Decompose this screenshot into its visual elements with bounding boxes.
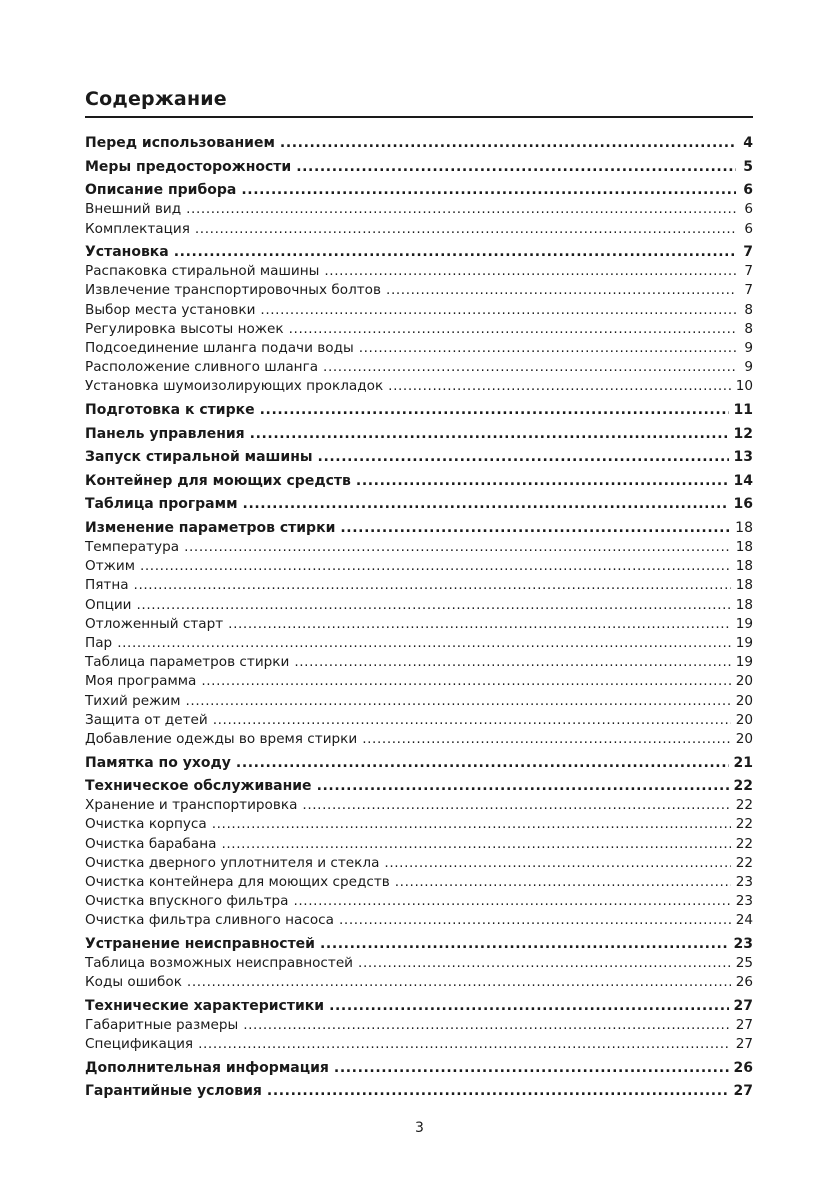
toc-entry-page: 22 [735,835,753,852]
toc-entry-page: 9 [744,340,753,357]
toc-entry-label: Моя программа [85,673,197,690]
toc-entry-page: 27 [735,1036,753,1053]
toc-entry-label: Выбор места установки [85,301,256,318]
page-title: Содержание [85,88,227,110]
toc-entry-label: Отложенный старт [85,615,224,632]
toc-section-entry[interactable] [85,401,753,420]
toc-entry-page: 7 [743,244,753,261]
toc-entry-page: 18 [735,577,753,594]
dot-leader [329,997,728,1016]
toc-entry-label: Устранение неисправностей [85,936,315,952]
toc-section-entry[interactable] [85,519,753,538]
toc-subsection-entry[interactable] [85,339,753,358]
toc-entry-page: 22 [735,797,753,814]
dot-leader [324,262,736,281]
dot-leader [195,220,736,239]
toc-entry-page: 23 [735,893,753,910]
toc-subsection-entry[interactable] [85,796,753,815]
toc-entry-label: Описание прибора [85,182,237,199]
toc-entry-page: 4 [743,135,753,151]
toc-entry-label: Тихий режим [85,692,181,709]
toc-section-entry[interactable] [85,425,753,444]
toc-subsection-entry[interactable] [85,892,753,911]
toc-subsection-entry[interactable] [85,973,753,992]
toc-entry-label: Комплектация [85,220,190,237]
toc-entry-label: Очистка фильтра сливного насоса [85,912,334,929]
dot-leader [323,358,736,377]
dot-leader [201,672,730,691]
toc-entry-label: Контейнер для моющих средств [85,472,351,489]
toc-subsection-entry[interactable] [85,815,753,834]
toc-entry-page: 19 [735,635,753,652]
toc-entry-page: 16 [733,496,753,513]
toc-entry-page: 7 [744,263,753,280]
dot-leader [289,320,736,339]
toc-subsection-entry[interactable] [85,615,753,634]
toc-entry-label: Отжим [85,558,135,575]
dot-leader [359,339,736,358]
toc-entry-label: Очистка дверного уплотнителя и стекла [85,854,380,871]
toc-entry-page: 11 [733,402,753,418]
dot-leader [339,911,731,930]
toc-subsection-entry[interactable] [85,835,753,854]
toc-subsection-entry[interactable] [85,576,753,595]
toc-entry-page: 6 [743,182,753,199]
toc-entry-page: 20 [735,673,753,690]
toc-entry-label: Установка [85,244,169,261]
toc-entry-label: Таблица программ [85,496,238,513]
toc-entry-page: 20 [735,692,753,709]
toc-entry-label: Изменение параметров стирки [85,519,336,536]
dot-leader [296,158,736,177]
dot-leader [395,873,731,892]
toc-entry-page: 26 [735,974,753,991]
toc-entry-label: Извлечение транспортировочных болтов [85,282,382,299]
toc-section-entry[interactable] [85,181,753,200]
dot-leader [221,835,730,854]
toc-entry-label: Установка шумоизолирующих прокладок [85,378,384,395]
dot-leader [212,815,731,834]
toc-entry-page: 13 [733,449,753,466]
toc-entry-label: Дополнительная информация [85,1059,329,1076]
toc-entry-page: 27 [735,1017,753,1034]
dot-leader [280,134,736,153]
toc-entry-page: 12 [733,425,753,442]
toc-entry-page: 20 [735,711,753,728]
toc-subsection-entry[interactable] [85,262,753,281]
dot-leader [137,596,731,615]
toc-entry-label: Очистка впускного фильтра [85,893,289,910]
toc-subsection-entry[interactable] [85,596,753,615]
toc-subsection-entry[interactable] [85,692,753,711]
toc-entry-label: Техническое обслуживание [85,778,312,795]
dot-leader [140,557,731,576]
toc-entry-label: Подсоединение шланга подачи воды [85,340,354,357]
toc-entry-label: Хранение и транспортировка [85,797,298,814]
toc-section-entry[interactable] [85,134,753,153]
toc-entry-label: Очистка контейнера для моющих средств [85,874,390,891]
toc-subsection-entry[interactable] [85,653,753,672]
dot-leader [228,615,731,634]
toc-entry-page: 27 [733,997,753,1014]
toc-section-entry[interactable] [85,243,753,262]
toc-entry-page: 23 [733,936,753,952]
dot-leader [317,777,729,796]
dot-leader [356,472,729,491]
toc-section-entry[interactable] [85,448,753,467]
dot-leader [243,495,729,514]
toc-subsection-entry[interactable] [85,634,753,653]
toc-subsection-entry[interactable] [85,854,753,873]
dot-leader [260,401,729,420]
dot-leader [236,754,729,773]
toc-subsection-entry[interactable] [85,220,753,239]
toc-subsection-entry[interactable] [85,200,753,219]
toc-entry-page: 6 [744,201,753,218]
toc-entry-label: Регулировка высоты ножек [85,320,284,337]
page-number: 3 [415,1120,424,1136]
toc-subsection-entry[interactable] [85,358,753,377]
toc-section-entry[interactable] [85,777,753,796]
toc-subsection-entry[interactable] [85,911,753,930]
toc-section-entry[interactable] [85,1059,753,1078]
dot-leader [174,243,736,262]
toc-entry-page: 22 [735,816,753,833]
toc-entry-label: Таблица параметров стирки [85,654,290,671]
dot-leader [362,730,730,749]
dot-leader [198,1035,731,1054]
toc-entry-label: Внешний вид [85,201,182,218]
toc-entry-page: 5 [743,158,753,175]
toc-entry-page: 8 [744,301,753,318]
toc-entry-page: 23 [735,874,753,891]
dot-leader [213,711,731,730]
dot-leader [294,653,730,672]
dot-leader [184,538,731,557]
toc-entry-label: Расположение сливного шланга [85,359,319,376]
dot-leader [386,281,736,300]
toc-section-entry[interactable] [85,935,753,954]
toc-entry-label: Таблица возможных неисправностей [85,955,354,972]
toc-entry-page: 10 [735,378,753,395]
dot-leader [340,519,730,538]
toc-entry-label: Температура [85,539,180,556]
dot-leader [260,301,736,320]
toc-entry-label: Памятка по уходу [85,754,231,771]
toc-entry-label: Очистка барабана [85,835,217,852]
toc-entry-label: Меры предосторожности [85,158,292,175]
dot-leader [186,692,731,711]
toc-entry-page: 25 [735,955,753,972]
dot-leader [117,634,731,653]
toc-entry-page: 27 [733,1083,753,1100]
toc-entry-page: 18 [735,539,753,556]
dot-leader [293,892,730,911]
dot-leader [243,1016,730,1035]
toc-section-entry[interactable] [85,1082,753,1101]
dot-leader [388,377,731,396]
toc-entry-page: 19 [735,654,753,671]
dot-leader [320,935,729,954]
dot-leader [241,181,736,200]
toc-subsection-entry[interactable] [85,672,753,691]
toc-entry-page: 19 [735,615,753,632]
toc-subsection-entry[interactable] [85,538,753,557]
toc-entry-page: 7 [744,282,753,299]
dot-leader [302,796,730,815]
toc-subsection-entry[interactable] [85,873,753,892]
toc-entry-label: Пар [85,635,113,652]
dot-leader [250,425,729,444]
toc-section-entry[interactable] [85,754,753,773]
dot-leader [358,954,731,973]
toc-entry-label: Технические характеристики [85,997,325,1014]
toc-subsection-entry[interactable] [85,557,753,576]
dot-leader [318,448,729,467]
toc-section-entry[interactable] [85,472,753,491]
dot-leader [186,200,736,219]
toc-entry-label: Распаковка стиральной машины [85,263,320,280]
toc-subsection-entry[interactable] [85,1035,753,1054]
toc-subsection-entry[interactable] [85,954,753,973]
dot-leader [134,576,731,595]
toc-entry-label: Очистка корпуса [85,816,207,833]
toc-entry-page: 14 [733,472,753,489]
toc-entry-page: 6 [744,220,753,237]
toc-entry-label: Спецификация [85,1036,194,1053]
toc-entry-page: 22 [733,778,753,795]
toc-entry-label: Защита от детей [85,711,208,728]
dot-leader [334,1059,729,1078]
toc-entry-label: Добавление одежды во время стирки [85,730,358,747]
toc-subsection-entry[interactable] [85,1016,753,1035]
toc-subsection-entry[interactable] [85,281,753,300]
toc-entry-label: Подготовка к стирке [85,402,255,418]
toc-entry-page: 18 [735,519,753,536]
toc-entry-page: 20 [735,730,753,747]
toc-entry-label: Коды ошибок [85,974,182,991]
toc-entry-label: Запуск стиральной машины [85,449,313,466]
toc-section-entry[interactable] [85,495,753,514]
toc-entry-label: Габаритные размеры [85,1017,239,1034]
dot-leader [187,973,731,992]
dot-leader [267,1082,729,1101]
toc-entry-page: 21 [733,754,753,771]
table-of-contents [85,134,753,1102]
toc-entry-page: 8 [744,320,753,337]
toc-entry-label: Перед использованием [85,135,275,151]
toc-entry-page: 26 [733,1059,753,1076]
title-divider [85,116,753,118]
toc-entry-label: Пятна [85,577,129,594]
toc-entry-page: 9 [744,359,753,376]
toc-entry-label: Гарантийные условия [85,1083,262,1100]
toc-entry-page: 24 [735,912,753,929]
toc-entry-page: 22 [735,854,753,871]
toc-subsection-entry[interactable] [85,711,753,730]
toc-subsection-entry[interactable] [85,730,753,749]
toc-subsection-entry[interactable] [85,377,753,396]
toc-section-entry[interactable] [85,158,753,177]
toc-entry-label: Опции [85,596,132,613]
toc-section-entry[interactable] [85,997,753,1016]
toc-entry-page: 18 [735,596,753,613]
toc-entry-label: Панель управления [85,425,245,442]
dot-leader [384,854,730,873]
toc-subsection-entry[interactable] [85,320,753,339]
toc-entry-page: 18 [735,558,753,575]
toc-subsection-entry[interactable] [85,301,753,320]
